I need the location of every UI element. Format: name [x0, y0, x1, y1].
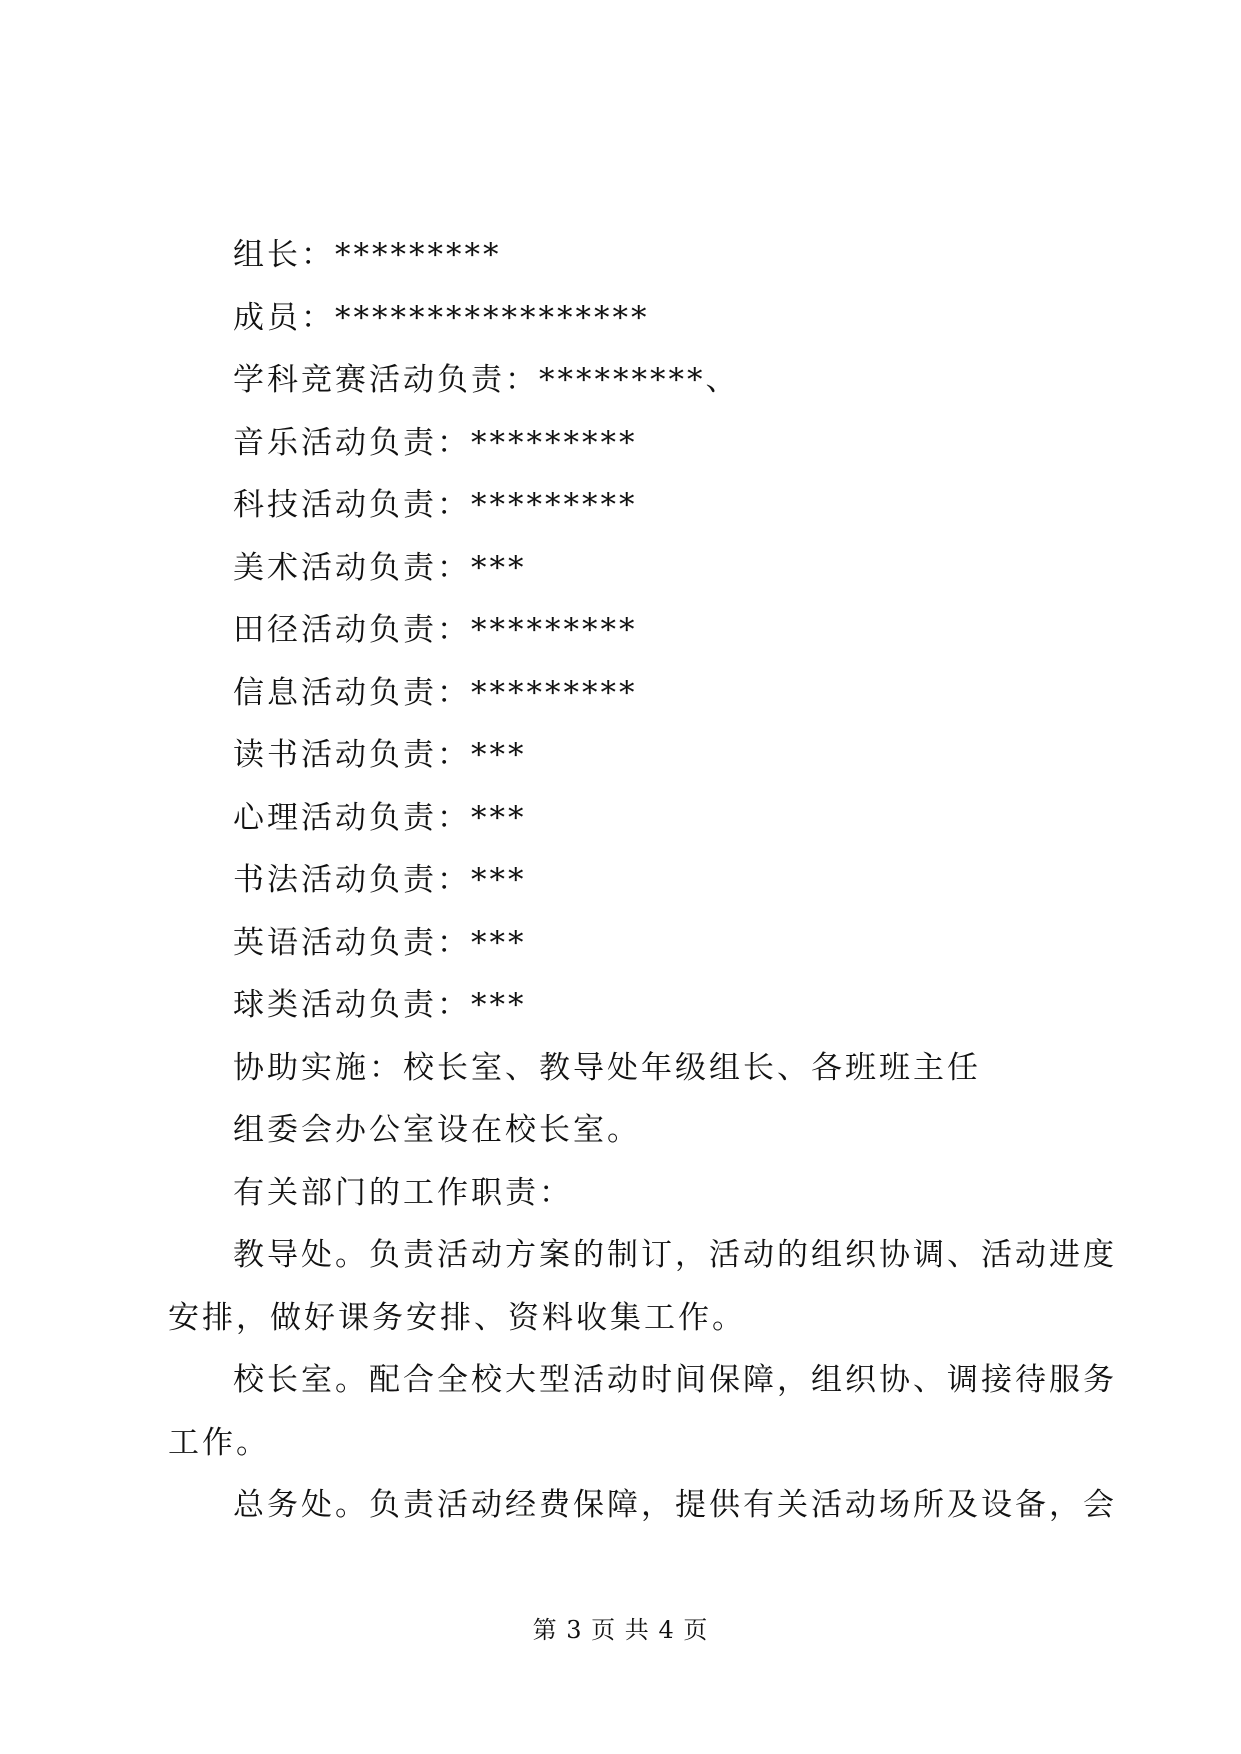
paragraph-line: 音乐活动负责：********* [233, 424, 638, 461]
paragraph-line: 成员：***************** [233, 299, 650, 336]
page-number-footer: 第 3 页 共 4 页 [532, 1616, 709, 1644]
paragraph-line: 美术活动负责：*** [233, 549, 527, 586]
paragraph-line: 田径活动负责：********* [233, 612, 638, 648]
paragraph-line: 有关部门的工作职责： [233, 1174, 573, 1211]
paragraph-line: 协助实施：校长室、教导处年级组长、各班班主任 [233, 1049, 981, 1086]
paragraph-line: 组长：********* [233, 237, 502, 273]
paragraph-line: 书法活动负责：*** [233, 862, 527, 898]
paragraph-line: 心理活动负责：*** [233, 799, 527, 836]
paragraph-line: 英语活动负责：*** [233, 924, 527, 961]
paragraph-line: 信息活动负责：********* [233, 674, 638, 711]
paragraph-line: 总务处。负责活动经费保障，提供有关活动场所及设备，会 [233, 1487, 1117, 1523]
paragraph-line: 校长室。配合全校大型活动时间保障，组织协、调接待服务 [233, 1362, 1117, 1398]
document-body [168, 224, 1117, 1537]
paragraph-line: 教导处。负责活动方案的制订，活动的组织协调、活动进度 [233, 1237, 1117, 1273]
paragraph-line: 组委会办公室设在校长室。 [233, 1112, 641, 1148]
paragraph-line: 科技活动负责：********* [233, 487, 638, 523]
paragraph-line: 球类活动负责：*** [233, 987, 527, 1023]
paragraph-continuation: 安排，做好课务安排、资料收集工作。 [168, 1299, 746, 1336]
paragraph-line: 读书活动负责：*** [233, 737, 527, 773]
paragraph-continuation: 工作。 [168, 1424, 270, 1461]
paragraph-line: 学科竞赛活动负责：*********、 [233, 362, 740, 398]
